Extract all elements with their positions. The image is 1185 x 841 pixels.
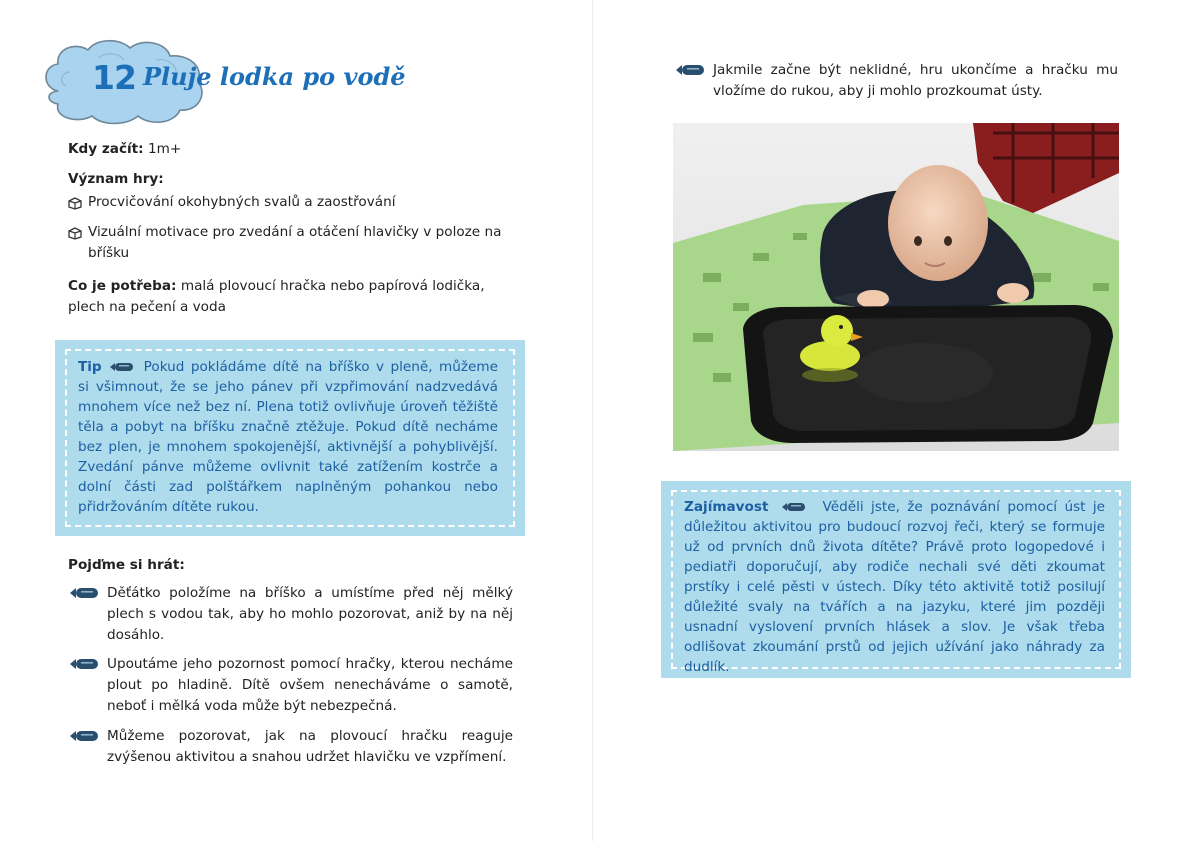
chapter-title: Pluje lodka po vodě — [143, 62, 406, 91]
start-value: 1m+ — [147, 141, 182, 157]
chapter-number: 12 — [92, 58, 136, 97]
step-2: Upoutáme jeho pozornost pomocí hračky, kterou necháme plout po hladině. Dítě ovšem nenecháváme o samotě, neboť i mělká voda může být nebezpečná. — [107, 656, 513, 714]
cube-icon — [68, 197, 82, 210]
pencil-icon — [70, 658, 100, 670]
cube-icon — [68, 227, 82, 240]
fact-body: Věděli jste, že poznávání pomocí úst je důležitou aktivitou pro budoucí rozvoj řeči, který se formuje už od prvních dnů života dítěte? Právě proto logopedové i pediatři doporučují, aby rodiče nechali své děti zkoumat prstíky i celé pěsti v ústech. Díky této aktivitě totiž posilují důležité svaly na tvářích a na jazyku, které jim později usnadní vyslovení prvních hlásek a slov. Je však třeba odlišovat zkoumání prstů od jejich užívání jako náhrady za dudlík. — [684, 499, 1105, 675]
page-gutter — [592, 0, 593, 841]
pencil-icon — [110, 362, 136, 372]
start-age — [68, 139, 514, 160]
needs-label: Co je potřeba: — [68, 278, 177, 294]
start-label: Kdy začít: — [68, 141, 144, 157]
meaning-item-2: Vizuální motivace pro zvedání a otáčení hlavičky v poloze na bříšku — [88, 224, 502, 261]
tip-label: Tip — [78, 359, 102, 375]
pencil-icon — [782, 502, 808, 512]
fact-label: Zajímavost — [684, 499, 769, 515]
step-3: Můžeme pozorovat, jak na plovoucí hračku reaguje zvýšenou aktivitou a snahou udržet hlavičku ve vzpřímení. — [107, 728, 513, 765]
needs-line-2: plech na pečení a voda — [68, 299, 226, 315]
play-heading: Pojďme si hrát: — [68, 557, 185, 573]
fact-text — [684, 497, 1105, 677]
tip-text — [78, 357, 498, 517]
tip-body: Pokud pokládáme dítě na bříško v pleně, můžeme si všimnout, že se jeho pánev při vzpřimování nadzvedává mnohem více než bez ní. Plena totiž ovlivňuje úroveň těžiště těla a pobyt na bříšku značně ztěžuje. Pokud dítě necháme bez plen, je mnohem spokojenější, aktivnější a pohyblivější. Zvedání pánve můžeme ovlivnit také zatížením kostrče a dolní části zad polštářkem naplněným pohankou nebo přidržováním dítěte rukou. — [78, 359, 498, 515]
meaning-item-1: Procvičování okohybných svalů a zaostřování — [88, 194, 396, 210]
step-1: Děťátko položíme na bříško a umístíme před něj mělký plech s vodou tak, aby ho mohlo pozorovat, aniž by na něj dosáhlo. — [107, 585, 513, 643]
step-4: Jakmile začne být neklidné, hru ukončíme a hračku mu vložíme do rukou, aby ji mohlo prozkoumat ústy. — [713, 62, 1118, 99]
pencil-icon — [70, 587, 100, 599]
pencil-icon — [70, 730, 100, 742]
baby-photo — [673, 123, 1119, 451]
needs-line-1: Co je potřeba: malá plovoucí hračka nebo papírová lodička, — [68, 278, 485, 294]
pencil-icon — [676, 64, 706, 76]
meaning-heading: Význam hry: — [68, 171, 164, 187]
